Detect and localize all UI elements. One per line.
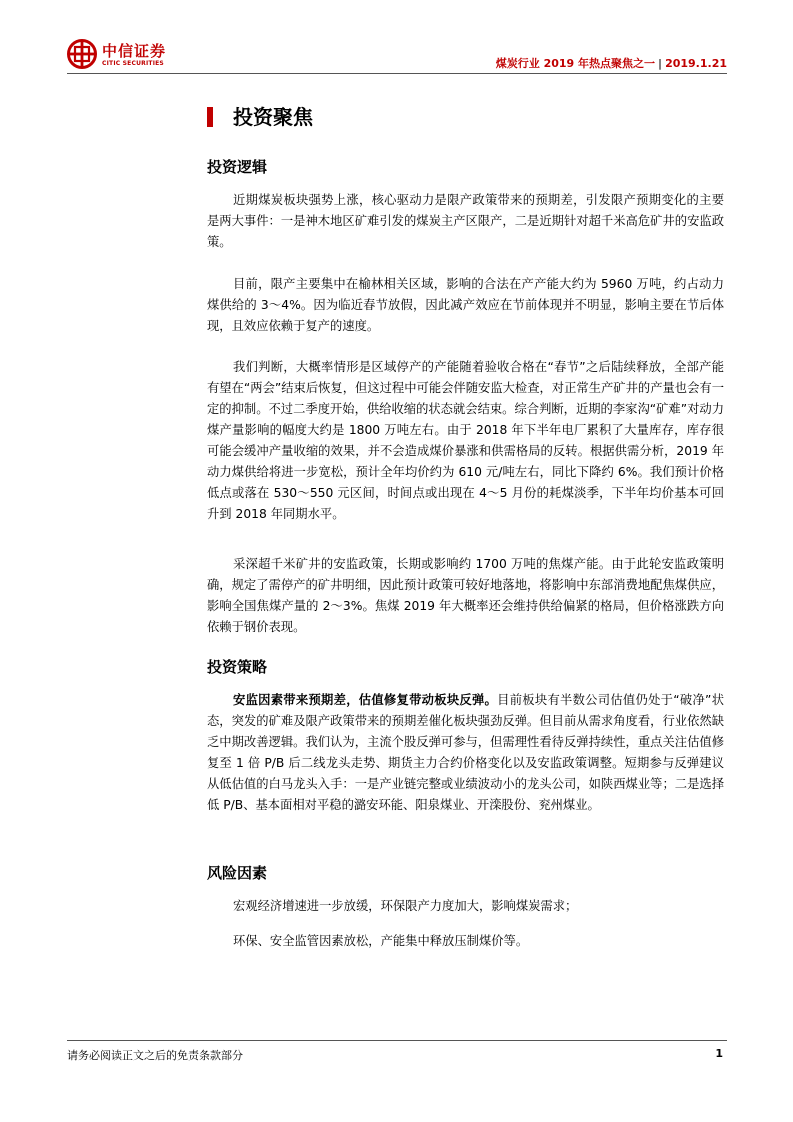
risk-item-2: 环保、安全监管因素放松，产能集中释放压制煤价等。: [233, 934, 529, 948]
header-meta: [496, 55, 727, 71]
report-topic: 煤炭行业 2019 年热点聚焦之一: [495, 57, 656, 70]
logic-paragraph-3: 我们判断，大概率情形是区域停产的产能随着验收合格在“春节”之后陆续释放，全部产能有望在“两会”结束后恢复，但这过程中可能会伴随安监大检查，对正常生产矿井的产量也会有一定的抑制。不过二季度开始，供给收缩的状态就会结束。综合判断，近期的李家沟“矿难”对动力煤产量影响的幅度大约是 1800 万吨左右。由于 2018 年下半年电厂累积了大量库存，库存很可能会缓冲产量收缩的效果，并不会造成煤价暴涨和供需格局的反转。根据供需分析，2019 年动力煤供给将进一步宽松，预计全年均价约为 610 元/吨左右，同比下降约 6%。我们预计价格低点或落在 530～550 元区间，时间点或出现在 4～5 月份的耗煤淡季，下半年均价基本可回升到 2018 年同期水平。: [207, 360, 724, 521]
strategy-body: 目前板块有半数公司估值仍处于“破净”状态，突发的矿难及限产政策带来的预期差催化板块强劲反弹。但目前从需求角度看，行业依然缺乏中期改善逻辑。我们认为，主流个股反弹可参与，但需理性看待反弹持续性，重点关注估值修复至 1 倍 P/B 后二线龙头走势、期货主力合约价格变化以及安监政策调整。短期参与反弹建议从低估值的白马龙头入手：一是产业链完整或业绩波动小的龙头公司，如陕西煤业等；二是选择低 P/B、基本面相对平稳的潞安环能、阳泉煤业、开滦股份、兖州煤业。: [207, 693, 724, 812]
section-marker: [207, 107, 213, 127]
risk-heading: 风险因素: [207, 864, 268, 882]
brand-name-cn: 中信证券: [102, 42, 167, 60]
logic-paragraph-1: 近期煤炭板块强势上涨，核心驱动力是限产政策带来的预期差，引发限产预期变化的主要是两大事件：一是神木地区矿难引发的煤炭主产区限产，二是近期针对超千米高危矿井的安监政策。: [207, 193, 724, 249]
logic-paragraph-4: 采深超千米矿井的安监政策，长期或影响约 1700 万吨的焦煤产能。由于此轮安监政策明确，规定了需停产的矿井明细，因此预计政策可较好地落地，将影响中东部消费地配焦煤供应，影响全国焦煤产量的 2～3%。焦煤 2019 年大概率还会维持供给偏紧的格局，但价格涨跌方向依赖于钢价表现。: [207, 557, 724, 634]
report-date: 2019.1.21: [665, 57, 727, 70]
logic-heading: 投资逻辑: [207, 158, 268, 176]
citic-logo-icon: [67, 39, 97, 69]
section-title-text: 投资聚焦: [233, 105, 313, 129]
strategy-lead: 安监因素带来预期差，估值修复带动板块反弹。: [233, 693, 498, 707]
header-divider: [67, 73, 727, 74]
risk-item-1: 宏观经济增速进一步放缓，环保限产力度加大，影响煤炭需求；: [233, 899, 578, 913]
footer-divider: [67, 1040, 727, 1041]
page-header: [67, 38, 727, 76]
brand-name-en: CITIC SECURITIES: [102, 60, 164, 67]
footer-disclaimer: 请务必阅读正文之后的免责条款部分: [67, 1049, 243, 1062]
strategy-paragraph: [207, 690, 724, 816]
header-separator: |: [658, 57, 663, 70]
strategy-heading: 投资策略: [207, 658, 268, 676]
citic-logo: [67, 38, 187, 74]
logic-paragraph-2: 目前，限产主要集中在榆林相关区域，影响的合法在产产能大约为 5960 万吨，约占动力煤供给的 3～4%。因为临近春节放假，因此减产效应在节前体现并不明显，影响主要在节后体现，且效应依赖于复产的速度。: [207, 277, 724, 333]
page-number: 1: [715, 1047, 723, 1060]
